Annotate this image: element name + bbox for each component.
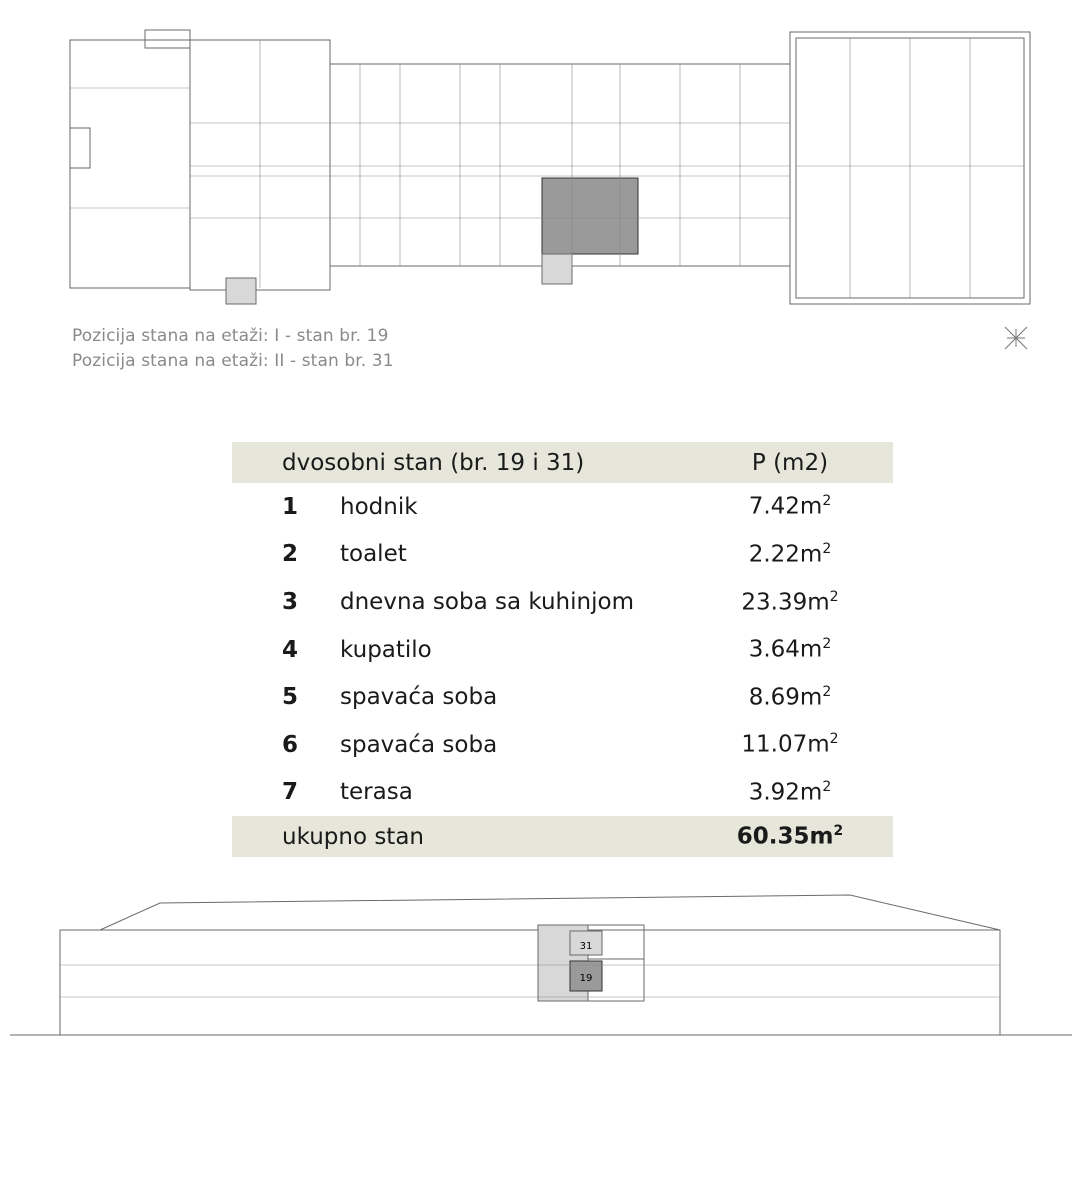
room-name: kupatilo xyxy=(340,636,432,663)
room-area: $23.39m^2$ xyxy=(741,588,839,616)
room-number: 2 xyxy=(282,541,299,568)
room-area: $8.69m^2$ xyxy=(748,683,832,711)
table-row xyxy=(232,626,893,674)
room-name: terasa xyxy=(340,779,413,806)
room-name: spavaća soba xyxy=(340,731,498,758)
elevation-label-lower: 19 xyxy=(579,973,593,984)
table-row xyxy=(232,578,893,626)
table-row xyxy=(232,483,893,531)
room-number: 5 xyxy=(282,684,299,711)
room-number: 4 xyxy=(282,636,299,663)
position-floor-2: Pozicija stana na etaži: II - stan br. 31 xyxy=(72,351,394,371)
room-area: $7.42m^2$ xyxy=(748,493,832,521)
room-area: $11.07m^2$ xyxy=(741,731,839,759)
elevation-label-upper: 31 xyxy=(579,941,593,952)
floor-plan xyxy=(60,28,1050,308)
room-name: toalet xyxy=(340,541,407,568)
table-row xyxy=(232,673,893,721)
room-area: $3.64m^2$ xyxy=(748,636,832,663)
table-row xyxy=(232,721,893,769)
table-title: dvosobni stan (br. 19 i 31) xyxy=(282,449,585,476)
table-row xyxy=(232,531,893,579)
room-number: 1 xyxy=(282,493,299,520)
table-total-row xyxy=(232,816,893,857)
total-area: $60.35m^2$ xyxy=(736,823,844,850)
room-number: 7 xyxy=(282,779,299,806)
area-table xyxy=(232,442,893,857)
room-area: $2.22m^2$ xyxy=(748,541,832,568)
position-floor-1: Pozicija stana na etaži: I - stan br. 19 xyxy=(72,326,389,346)
compass-icon xyxy=(1003,325,1029,351)
elevation-drawing xyxy=(10,885,1072,1050)
total-label: ukupno stan xyxy=(282,823,424,850)
room-name: hodnik xyxy=(340,493,418,520)
room-area: $3.92m^2$ xyxy=(748,779,832,806)
room-name: dnevna soba sa kuhinjom xyxy=(340,588,634,615)
unit-header: P (m2) xyxy=(751,449,829,476)
room-number: 6 xyxy=(282,731,299,758)
table-row xyxy=(232,769,893,817)
table-header xyxy=(232,442,893,483)
room-number: 3 xyxy=(282,588,299,615)
room-name: spavaća soba xyxy=(340,684,498,711)
